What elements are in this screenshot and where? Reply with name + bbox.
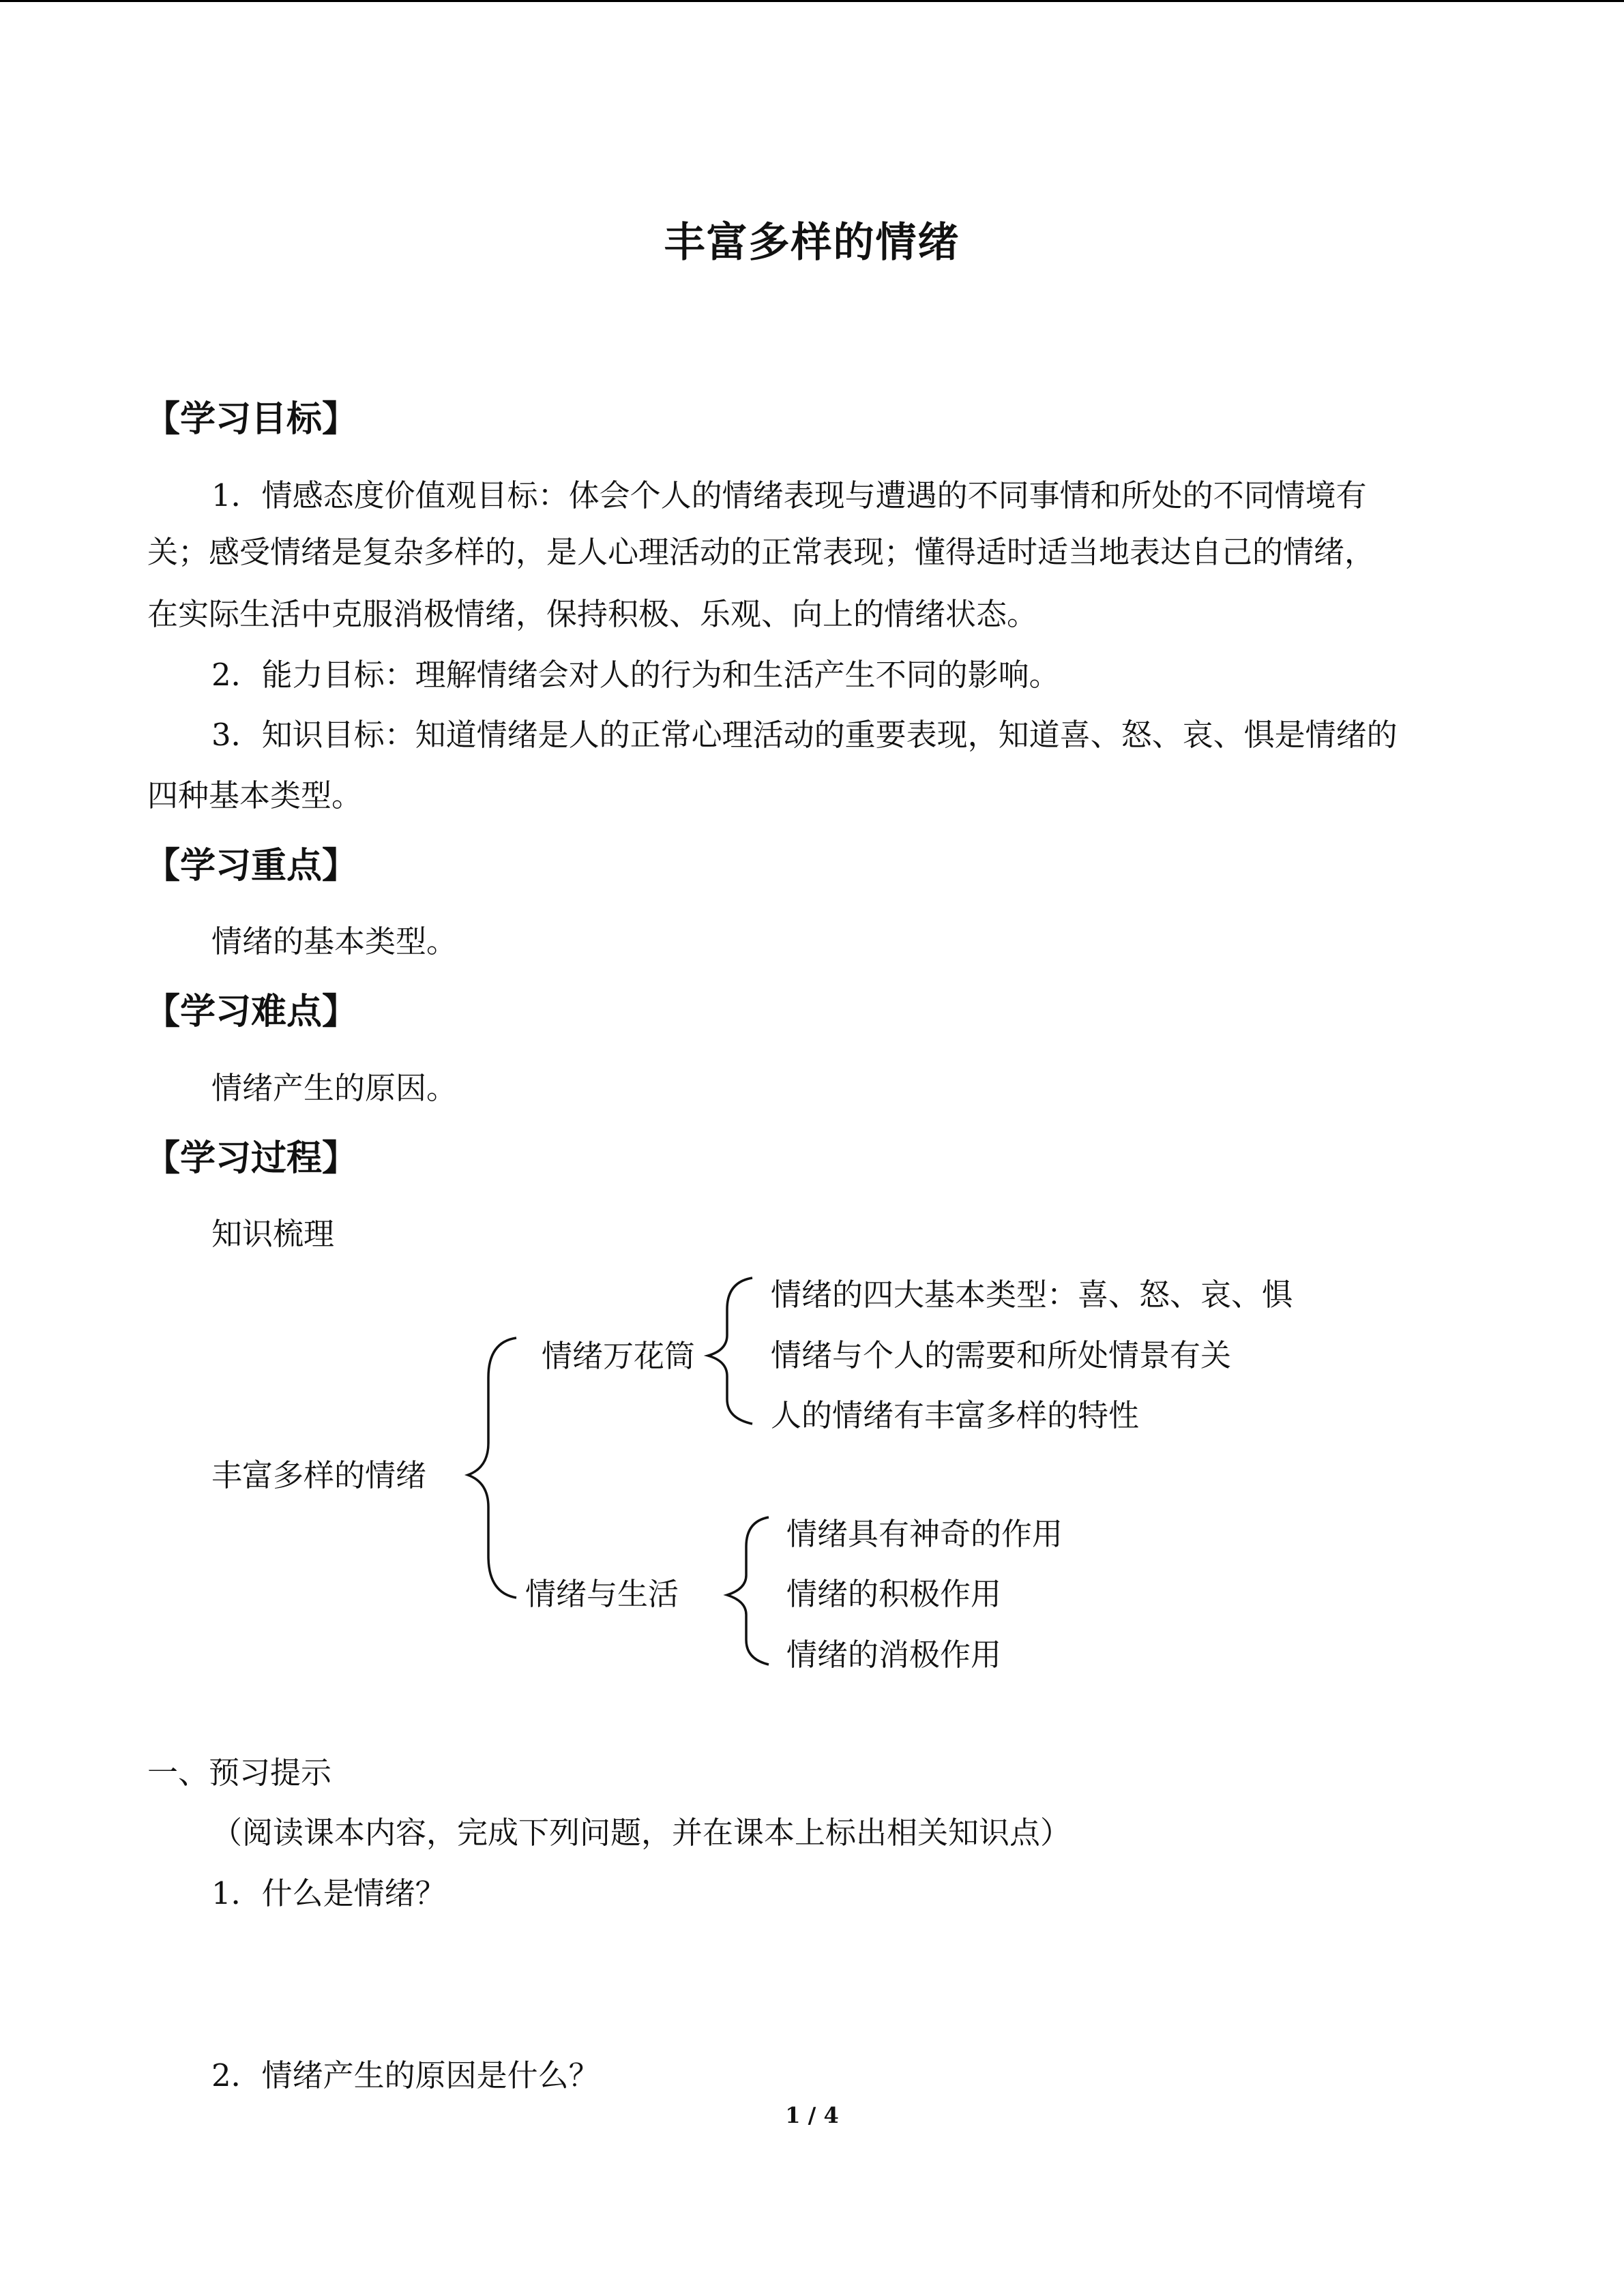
heading-process: 【学习过程】 [145,1138,358,1179]
mindmap-branch-1-item-2: 情绪与个人的需要和所处情景有关 [771,1337,1232,1373]
mindmap-branch-1-item-1: 情绪的四大基本类型：喜、怒、哀、惧 [771,1277,1293,1313]
mindmap-branch-1-item-3: 人的情绪有丰富多样的特性 [771,1397,1140,1433]
key-point-text: 情绪的基本类型。 [211,923,458,959]
objective-2: 2．能力目标：理解情绪会对人的行为和生活产生不同的影响。 [211,657,1060,693]
mindmap-main-brace [468,1338,516,1598]
objective-1-line-2: 关；感受情绪是复杂多样的，是人心理活动的正常表现；懂得适时适当地表达自己的情绪， [147,534,1376,570]
page-title: 丰富多样的情绪 [664,219,960,267]
objective-3-line-2: 四种基本类型。 [147,777,363,814]
mindmap-branch-2-label: 情绪与生活 [525,1576,679,1612]
mindmap-branch-1-brace [708,1278,752,1424]
page-number: 1 / 4 [785,2102,839,2128]
objective-3-line-1: 3．知识目标：知道情绪是人的正常心理活动的重要表现，知道喜、怒、哀、惧是情绪的 [211,717,1398,753]
heading-objectives: 【学习目标】 [145,399,358,440]
mindmap-branch-2-item-3: 情绪的消极作用 [786,1637,1002,1673]
mindmap-branch-2-brace [727,1517,769,1665]
preview-question-1: 1．什么是情绪？ [211,1875,446,1911]
preview-question-2: 2．情绪产生的原因是什么？ [211,2057,600,2093]
mindmap-root: 丰富多样的情绪 [211,1457,427,1493]
process-subheading: 知识梳理 [211,1216,335,1252]
heading-difficulty: 【学习难点】 [145,992,358,1032]
mindmap-branch-2-item-2: 情绪的积极作用 [786,1576,1002,1612]
mindmap-branch-2-item-1: 情绪具有神奇的作用 [786,1516,1063,1552]
preview-instruction: （阅读课本内容，完成下列问题，并在课本上标出相关知识点） [211,1815,1072,1851]
difficulty-text: 情绪产生的原因。 [211,1070,458,1106]
preview-heading: 一、预习提示 [147,1755,332,1791]
heading-key-point: 【学习重点】 [145,846,358,886]
mindmap-branch-1-label: 情绪万花筒 [542,1338,696,1374]
objective-1-line-1: 1．情感态度价值观目标：体会个人的情绪表现与遭遇的不同事情和所处的不同情境有 [211,477,1367,513]
objective-1-line-3: 在实际生活中克服消极情绪，保持积极、乐观、向上的情绪状态。 [147,596,1038,632]
